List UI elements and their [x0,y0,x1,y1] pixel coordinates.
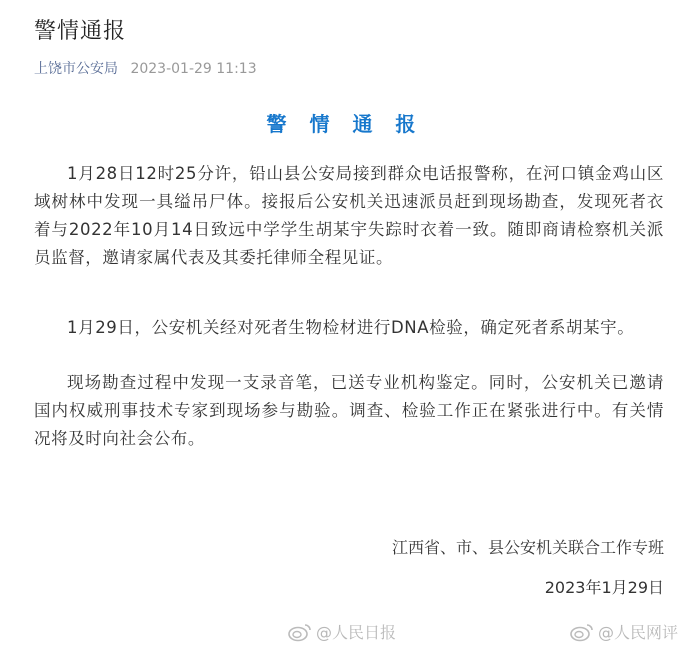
notice-paragraph-1: 1月28日12时25分许，铅山县公安局接到群众电话报警称，在河口镇金鸡山区域树林中发现一具缢吊尸体。接报后公安机关迅速派员赶到现场勘查，发现死者衣着与2022年10月14日致远中学学生胡某宇失踪时衣着一致。随即商请检察机关派员监督，邀请家属代表及其委托律师全程见证。 [34,164,664,267]
notice-paragraph-3: 现场勘查过程中发现一支录音笔，已送专业机构鉴定。同时，公安机关已邀请国内权威刑事技术专家到现场参与勘验。调查、检验工作正在紧张进行中。有关情况将及时向社会公布。 [34,373,664,448]
notice-paragraph-2: 1月29日，公安机关经对死者生物检材进行DNA检验，确定死者系胡某宇。 [67,318,635,337]
notice-signature: 江西省、市、县公安机关联合工作专班 [391,538,664,557]
watermark-right-text: @人民网评 [598,623,679,642]
article-source-link[interactable]: 上饶市公安局 [34,61,118,77]
article-datetime: 2023-01-29 11:13 [130,61,257,77]
watermark-left-text: @人民日报 [316,623,397,642]
notice-heading: 警 情 通 报 [266,112,424,136]
article-title: 警情通报 [34,19,127,44]
weibo-icon [288,622,312,642]
article-meta [34,58,257,78]
watermark-right [570,620,678,643]
watermark-left [288,620,396,643]
notice-date: 2023年1月29日 [544,578,664,597]
weibo-icon [570,622,594,642]
